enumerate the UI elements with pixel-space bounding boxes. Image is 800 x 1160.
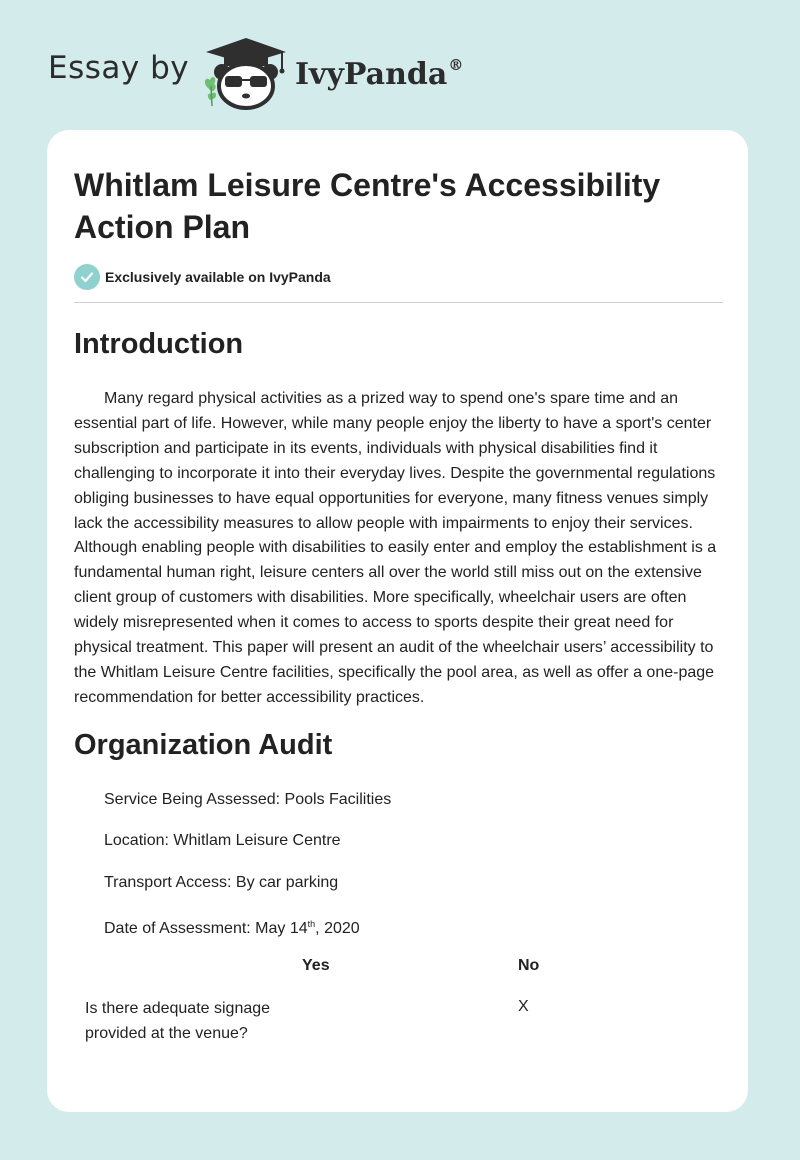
exclusive-label: Exclusively available on IvyPanda	[105, 269, 331, 285]
site-header	[0, 0, 800, 130]
essay-title: Whitlam Leisure Centre's Accessibility Action Plan	[74, 167, 661, 245]
check-icon	[74, 264, 100, 290]
audit-heading: Organization Audit	[74, 729, 333, 761]
essay-by-label: Essay by	[48, 50, 190, 86]
registered-mark: ®	[448, 56, 464, 74]
audit-date-prefix: Date of Assessment: May 14	[104, 920, 308, 937]
brand-text: IvyPanda	[295, 57, 448, 92]
audit-service: Service Being Assessed: Pools Facilities	[104, 791, 392, 808]
ivypanda-logo-icon[interactable]	[200, 36, 292, 110]
table-header-yes: Yes	[302, 957, 330, 974]
divider	[74, 302, 723, 303]
introduction-paragraph: Many regard physical activities as a prized way to spend one's spare time and an essential part of life. However, while many people enjoy the liberty to have a sport's center subscription and participate in its events, individuals with physical disabilities find it challenging to incorporate it into their everyday lives. Despite the governmental regulations obliging businesses to have equal opportunities for everyone, many fitness venues simply lack the accessibility measures to allow people with impairments to enjoy their services. Although enabling people with disabilities to easily enter and employ the establishment is a fundamental human right, leisure centers all over the world still miss out on the extensive client group of customers with disabilities. More specifically, wheelchair users are often widely misrepresented when it comes to access to sports despite their great need for physical treatment. This paper will present an audit of the wheelchair users’ accessibility to the Whitlam Leisure Centre facilities, specifically the pool area, as well as offer a one-page recommendation for better accessibility practices.	[74, 390, 717, 706]
audit-transport: Transport Access: By car parking	[104, 874, 339, 891]
audit-date-rest: , 2020	[315, 920, 360, 937]
introduction-heading: Introduction	[74, 328, 244, 360]
table-row-no-mark: X	[518, 998, 529, 1015]
brand-name[interactable]	[295, 56, 463, 92]
audit-date	[104, 914, 360, 939]
table-header-no: No	[518, 957, 540, 974]
essay-card	[47, 130, 748, 1112]
table-row-question: Is there adequate signage provided at the venue?	[85, 1000, 271, 1042]
audit-date-ordinal: th	[307, 919, 316, 929]
audit-location: Location: Whitlam Leisure Centre	[104, 832, 341, 849]
exclusive-badge	[74, 264, 331, 290]
